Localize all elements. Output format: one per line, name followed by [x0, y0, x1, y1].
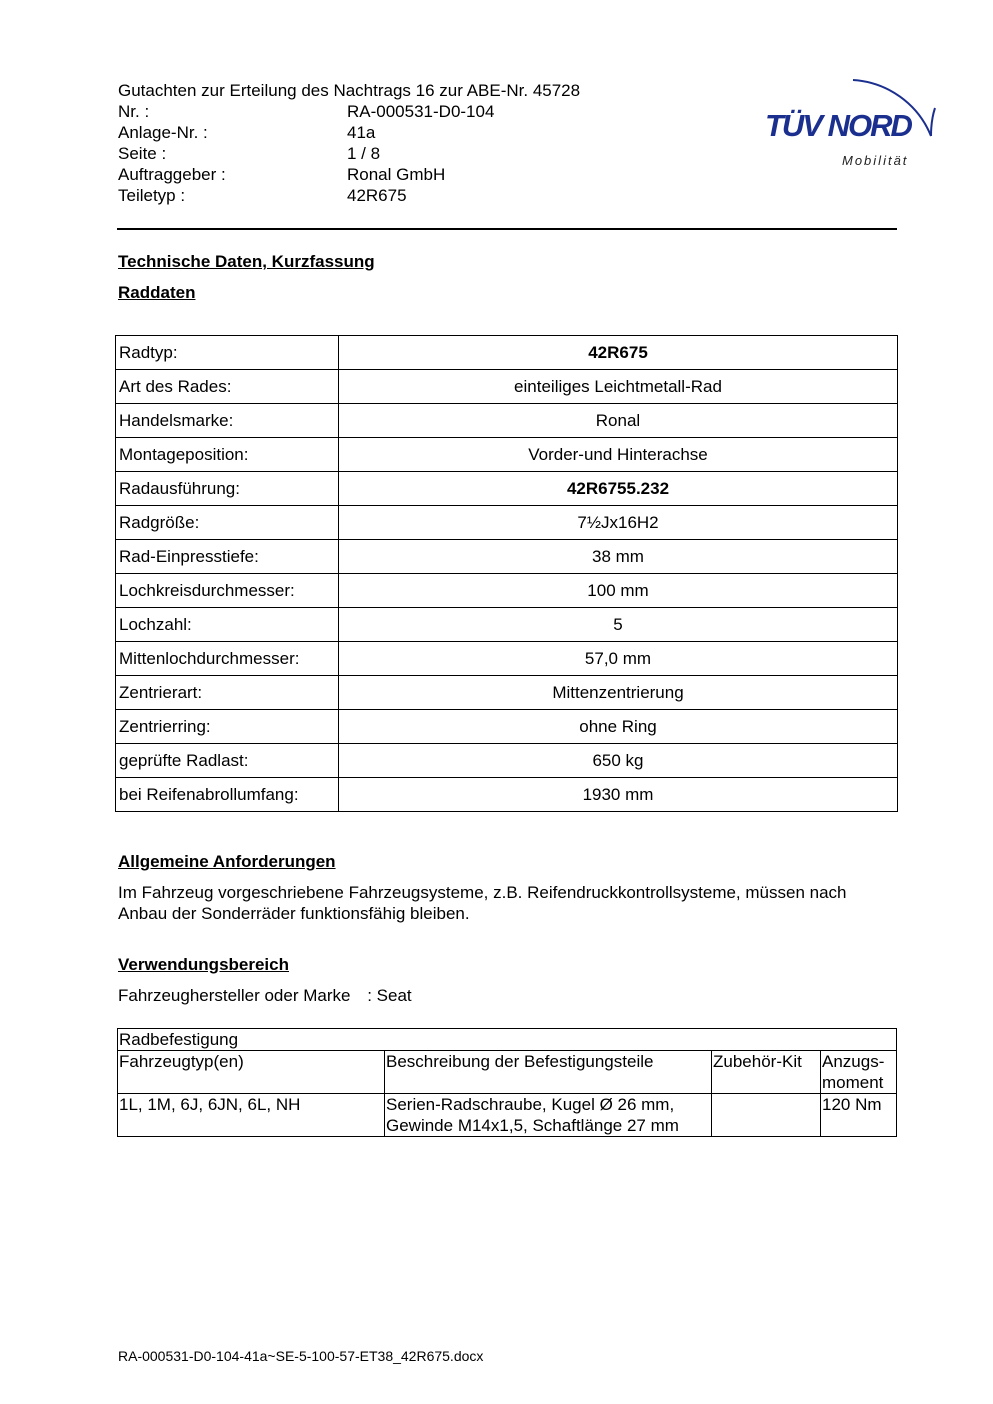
header-value: Ronal GmbH	[347, 165, 446, 184]
cell-label: Radgröße:	[116, 506, 339, 540]
table-title-row	[118, 1029, 897, 1051]
header-label: Anlage-Nr. :	[118, 123, 208, 142]
cell-anzugsmoment: 120 Nm	[821, 1094, 897, 1137]
cell-beschreibung: Serien-Radschraube, Kugel Ø 26 mm, Gewinde M14x1,5, Schaftlänge 27 mm	[385, 1094, 712, 1137]
hersteller-label: Fahrzeughersteller oder Marke	[118, 986, 351, 1005]
table-title: Radbefestigung	[118, 1029, 897, 1051]
header-row-teiletyp	[118, 185, 718, 206]
hersteller-value: Seat	[376, 986, 412, 1005]
table-row	[116, 472, 898, 506]
hersteller-line	[118, 986, 412, 1006]
cell-value: 5	[339, 608, 898, 642]
column-header: Beschreibung der Befestigungsteile	[385, 1051, 712, 1094]
cell-label: geprüfte Radlast:	[116, 744, 339, 778]
column-header: Zubehör-Kit	[712, 1051, 821, 1094]
header-label: Nr. :	[118, 102, 150, 121]
header-value: 42R675	[347, 186, 407, 205]
table-row	[116, 642, 898, 676]
cell-value: 650 kg	[339, 744, 898, 778]
header-row-anlage	[118, 122, 718, 143]
radbefestigung-table	[117, 1028, 897, 1137]
cell-value: 1930 mm	[339, 778, 898, 812]
column-header: Fahrzeugtyp(en)	[118, 1051, 385, 1094]
table-row	[116, 404, 898, 438]
document-header	[118, 80, 718, 206]
table-row	[116, 506, 898, 540]
cell-label: Radtyp:	[116, 336, 339, 370]
header-row-seite	[118, 143, 718, 164]
table-row	[116, 540, 898, 574]
header-row-auftraggeber	[118, 164, 718, 185]
header-row-nr	[118, 101, 718, 122]
cell-value: 42R6755.232	[339, 472, 898, 506]
header-value: 1 / 8	[347, 144, 381, 163]
table-row	[116, 370, 898, 404]
column-header: Anzugs-moment	[821, 1051, 897, 1094]
logo-wordmark: TÜV NORD	[765, 108, 911, 143]
cell-value: 100 mm	[339, 574, 898, 608]
cell-label: Lochkreisdurchmesser:	[116, 574, 339, 608]
cell-label: Mittenlochdurchmesser:	[116, 642, 339, 676]
cell-value: Mittenzentrierung	[339, 676, 898, 710]
cell-label: Lochzahl:	[116, 608, 339, 642]
table-row	[116, 438, 898, 472]
cell-label: Radausführung:	[116, 472, 339, 506]
cell-label: Handelsmarke:	[116, 404, 339, 438]
cell-value: 38 mm	[339, 540, 898, 574]
table-row	[116, 744, 898, 778]
table-row	[116, 710, 898, 744]
table-row	[116, 778, 898, 812]
header-title: Gutachten zur Erteilung des Nachtrags 16 zur ABE-Nr. 45728	[118, 81, 581, 100]
header-label: Teiletyp :	[118, 186, 186, 205]
header-value: RA-000531-D0-104	[347, 102, 495, 121]
table-row	[116, 336, 898, 370]
cell-fahrzeugtyp: 1L, 1M, 6J, 6JN, 6L, NH	[118, 1094, 385, 1137]
header-value: 41a	[347, 123, 376, 142]
cell-label: Zentrierart:	[116, 676, 339, 710]
header-divider	[117, 228, 897, 230]
header-label: Seite :	[118, 144, 167, 163]
tuev-nord-logo	[765, 58, 945, 173]
raddaten-table	[115, 335, 898, 812]
cell-value: Vorder-und Hinterachse	[339, 438, 898, 472]
section-heading-raddaten: Raddaten	[118, 283, 196, 302]
cell-label: Zentrierring:	[116, 710, 339, 744]
cell-label: Montageposition:	[116, 438, 339, 472]
section-heading-technische-daten: Technische Daten, Kurzfassung	[118, 252, 375, 271]
table-header-row	[118, 1051, 897, 1094]
section-heading-verwendung: Verwendungsbereich	[118, 955, 289, 974]
hersteller-separator: :	[367, 986, 372, 1005]
cell-value: Ronal	[339, 404, 898, 438]
cell-value: 42R675	[339, 336, 898, 370]
allgemeine-text: Im Fahrzeug vorgeschriebene Fahrzeugsysteme, z.B. Reifendruckkontrollsysteme, müssen nach Anbau der Sonderräder funktionsfähig bleiben.	[118, 883, 847, 923]
table-row	[118, 1094, 897, 1137]
table-row	[116, 574, 898, 608]
cell-value: ohne Ring	[339, 710, 898, 744]
cell-value: einteiliges Leichtmetall-Rad	[339, 370, 898, 404]
cell-value: 7½Jx16H2	[339, 506, 898, 540]
cell-label: Rad-Einpresstiefe:	[116, 540, 339, 574]
cell-label: Art des Rades:	[116, 370, 339, 404]
table-row	[116, 676, 898, 710]
cell-value: 57,0 mm	[339, 642, 898, 676]
section-heading-allgemeine: Allgemeine Anforderungen	[118, 852, 336, 871]
header-label: Auftraggeber :	[118, 165, 226, 184]
cell-label: bei Reifenabrollumfang:	[116, 778, 339, 812]
logo-subtitle: Mobilität	[842, 153, 909, 168]
table-row	[116, 608, 898, 642]
footer-filename: RA-000531-D0-104-41a~SE-5-100-57-ET38_42R675.docx	[118, 1348, 484, 1364]
cell-zubehoer-kit	[712, 1094, 821, 1137]
